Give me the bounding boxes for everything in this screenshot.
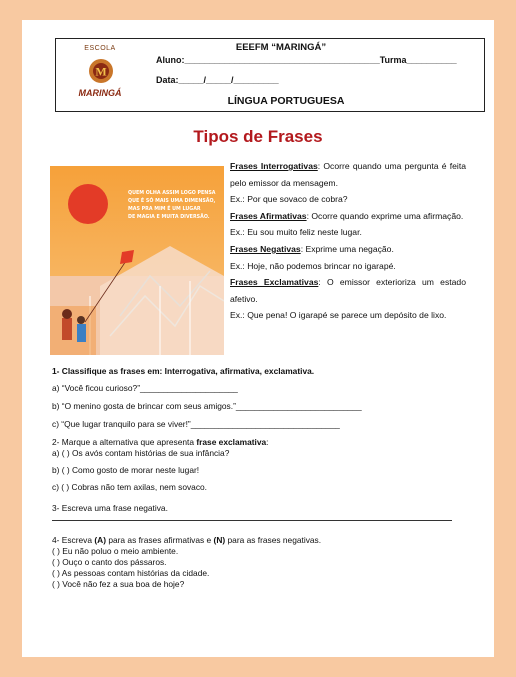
question-4-item[interactable]: ( ) As pessoas contam histórias da cidade.: [52, 568, 210, 578]
logo-top-text: ESCOLA: [84, 45, 116, 52]
logo-bottom-text: MARINGÁ: [78, 88, 122, 98]
school-name: EEEFM “MARINGÁ”: [235, 42, 327, 53]
park-illustration: [50, 166, 224, 355]
svg-text:QUE É SÓ MAIS UMA DIMENSÃO,: QUE É SÓ MAIS UMA DIMENSÃO,: [128, 199, 216, 204]
definitions-block: [230, 158, 466, 324]
svg-text:DE MAGIA E MUITA DIVERSÃO.: DE MAGIA E MUITA DIVERSÃO.: [128, 215, 210, 220]
example-exclamativa: Ex.: Que pena! O igarapé se parece um depósito de lixo.: [230, 310, 447, 321]
question-4-prompt: 4- Escreva (A) para as frases afirmativas e (N) para as frases negativas.: [52, 535, 322, 545]
example-interrogativa: Ex.: Por que sovaco de cobra?: [230, 194, 348, 205]
worksheet-page: [22, 20, 494, 657]
question-2-option-c[interactable]: c) ( ) Cobras não tem axilas, nem sovaco.: [52, 482, 207, 492]
svg-text:QUEM OLHA ASSIM LOGO PENSA: QUEM OLHA ASSIM LOGO PENSA: [128, 191, 216, 196]
example-negativa: Ex.: Hoje, não podemos brincar no igarapé.: [230, 260, 396, 271]
question-4-item[interactable]: ( ) Ouço o canto dos pássaros.: [52, 557, 167, 567]
school-logo: [66, 45, 134, 107]
logo-emblem-icon: [88, 57, 114, 85]
question-4-item[interactable]: ( ) Eu não poluo o meio ambiente.: [52, 546, 179, 556]
question-1-prompt: 1- Classifique as frases em: Interrogativa, afirmativa, exclamativa.: [52, 366, 315, 376]
example-afirmativa: Ex.: Eu sou muito feliz neste lugar.: [230, 227, 362, 238]
question-1-item-c[interactable]: c) “Que lugar tranquilo para se viver!”________________________________: [52, 419, 340, 429]
term-exclamativa: Frases Exclamativas: [230, 277, 319, 288]
term-negativa: Frases Negativas: [230, 243, 301, 254]
question-4-item[interactable]: ( ) Você não fez a sua boa de hoje?: [52, 579, 185, 589]
question-2-option-a[interactable]: a) ( ) Os avós contam histórias de sua infância?: [52, 448, 230, 458]
question-1-item-b[interactable]: b) “O menino gosta de brincar com seus amigos.”___________________________: [52, 401, 362, 411]
page-title: Tipos de Frases: [193, 127, 323, 146]
student-line: Aluno:_______________________________________Turma__________: [156, 55, 457, 65]
term-afirmativa: Frases Afirmativas: [230, 210, 307, 221]
question-2-prompt: 2- Marque a alternativa que apresenta frase exclamativa:: [52, 437, 269, 447]
svg-text:MAS PRA MIM É UM LUGAR: MAS PRA MIM É UM LUGAR: [128, 207, 201, 212]
question-1-item-a[interactable]: a) “Você ficou curioso?”_____________________: [52, 383, 238, 393]
subject-title: LÍNGUA PORTUGUESA: [227, 95, 345, 107]
worksheet-header: [55, 38, 485, 112]
definition-exclamativa: Frases Exclamativas: O emissor exterioriza um estado afetivo.: [230, 277, 466, 304]
question-3-prompt: 3- Escreva uma frase negativa.: [52, 503, 168, 513]
date-line: Data:_____/_____/_________: [156, 75, 279, 85]
definition-afirmativa: Frases Afirmativas: Ocorre quando exprime uma afirmação.: [230, 210, 464, 221]
term-interrogativa: Frases Interrogativas: [230, 161, 318, 171]
definition-negativa: Frases Negativas: Exprime uma negação.: [230, 243, 394, 254]
answer-line[interactable]: [52, 520, 452, 521]
svg-text:M: M: [95, 64, 107, 79]
definition-interrogativa: Frases Interrogativas: Ocorre quando uma pergunta é feita pelo emissor da mensagem.: [230, 161, 467, 188]
question-2-option-b[interactable]: b) ( ) Como gosto de morar neste lugar!: [52, 465, 200, 475]
